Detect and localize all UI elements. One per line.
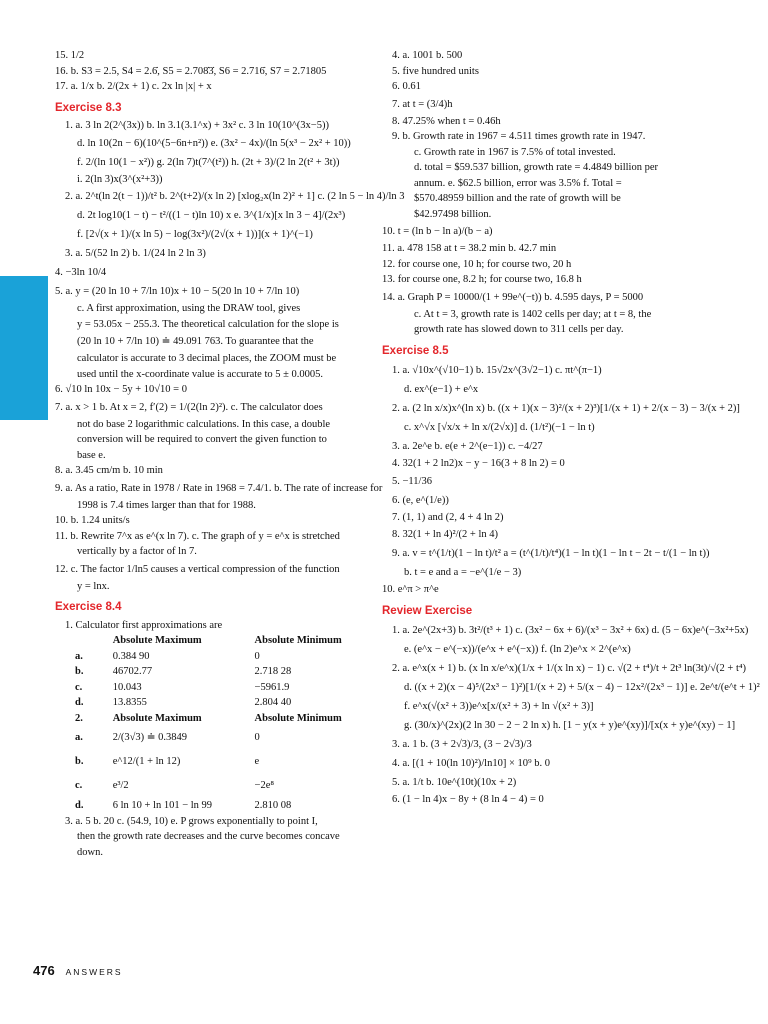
- answer-line: 1. Calculator first approximations are: [65, 619, 223, 631]
- answer-line: f. [2√(x + 1)/(x ln 5) − log(3x²)/(2√(x + 1))](x + 1)^(−1): [77, 229, 313, 240]
- table-header-row: [63, 633, 373, 649]
- table-cell: 2.810 08: [254, 800, 292, 811]
- right-column: [382, 48, 760, 808]
- answer-line: 4. 32(1 + 2 ln2)x − y − 16(3 + 8 ln 2) = 0: [392, 458, 565, 469]
- left-column: [55, 48, 405, 860]
- answer-line: annum. e. $62.5 billion, error was 3.5% f. Total =: [414, 177, 622, 189]
- table-cell: 10.043: [112, 681, 142, 693]
- extrema-table-1: [63, 633, 373, 814]
- answer-line: 7. a. x > 1 b. At x = 2, f′(2) = 1/(2(ln 2)²). c. The calculator does: [55, 401, 323, 413]
- column-header: Absolute Maximum: [112, 635, 202, 646]
- answer-line: 3. a. 1 b. (3 + 2√3)/3, (3 − 2√3)/3: [392, 739, 532, 750]
- page-number: 476: [33, 963, 55, 978]
- answer-line: 17. a. 1/x b. 2/(2x + 1) c. 2x ln |x| + x: [55, 81, 212, 92]
- answer-line: 6. 0.61: [392, 81, 421, 92]
- answer-line: 4. −3ln 10/4: [55, 267, 107, 278]
- answer-line: 1. a. √10x^(√10−1) b. 15√2x^(3√2−1) c. πt^(π−1): [392, 365, 602, 376]
- answer-line: (20 ln 10 + 7/ln 10) ≐ 49.091 763. To guarantee that the: [77, 336, 314, 347]
- answer-line: c. A first approximation, using the DRAW tool, gives: [77, 303, 301, 314]
- column-header: Absolute Minimum: [254, 635, 342, 646]
- table-cell: 0: [254, 732, 260, 744]
- section-heading: Exercise 8.5: [382, 344, 449, 357]
- table-cell: e³/2: [112, 780, 129, 792]
- table-row: [63, 774, 373, 798]
- answer-line: b. t = e and a = −e^(1/e − 3): [404, 567, 522, 578]
- answer-line: 10. b. 1.24 units/s: [55, 515, 130, 526]
- answer-line: 1. a. 2e^(2x+3) b. 3t²/(t³ + 1) c. (3x² − 6x + 6)/(x³ − 3x² + 6x) d. (5 − 6x)e^(−3x²+5x): [392, 625, 749, 636]
- answer-line: 5. five hundred units: [392, 65, 479, 77]
- answer-line: 3. a. 2e^e b. e(e + 2^(e−1)) c. −4/27: [392, 441, 543, 452]
- answer-line: 3. a. 5/(52 ln 2) b. 1/(24 ln 2 ln 3): [65, 248, 206, 259]
- answer-line: d. ln 10(2n − 6)(10^(5−6n+n²)) e. (3x² − 4x)/(ln 5(x³ − 2x² + 10)): [77, 137, 351, 149]
- answer-line: 8. 32(1 + ln 4)²/(2 + ln 4): [392, 529, 498, 540]
- answer-line: 12. for course one, 10 h; for course two, 20 h: [382, 258, 572, 270]
- answer-line: d. ex^(e−1) + e^x: [404, 384, 479, 395]
- answer-line: $570.48959 billion and the rate of growth will be: [414, 193, 621, 204]
- answer-line: 10. t = (ln b − ln a)/(b − a): [382, 226, 493, 237]
- table-cell: 46702.77: [112, 666, 153, 677]
- answer-line: 2. a. e^x(x + 1) b. (x ln x/e^x)(1/x + 1/(x ln x) − 1) c. √(2 + t⁴)/t + 2t³ ln(3t)/√(2 + t⁴): [392, 663, 747, 674]
- answer-line: then the growth rate decreases and the curve becomes concave: [77, 831, 340, 842]
- answer-line: 5. −11/36: [392, 475, 432, 487]
- answer-line: 3. a. 5 b. 20 c. (54.9, 10) e. P grows exponentially to point I,: [65, 815, 318, 827]
- table-cell: 2/(3√3) ≐ 0.3849: [112, 732, 188, 744]
- answer-line: 1998 is 7.4 times larger than that for 1988.: [77, 499, 256, 511]
- table-cell: −5961.9: [254, 681, 290, 693]
- answer-line: f. e^x(√(x² + 3))e^x[x/(x² + 3) + ln √(x² + 3)]: [404, 701, 594, 712]
- answer-line: 16. b. S3 = 2.5, S4 = 2.6̇, S5 = 2.708̇3̇, S6 = 2.716̇, S7 = 2.71805: [55, 65, 327, 77]
- section-heading: Exercise 8.4: [55, 601, 122, 613]
- row-label: d.: [75, 697, 84, 708]
- answer-line: 4. a. 1001 b. 500: [392, 50, 463, 61]
- table-cell: 13.8355: [112, 697, 147, 708]
- answer-line: y = 53.05x − 255.3. The theoretical calculation for the slope is: [77, 318, 339, 330]
- row-label: d.: [75, 800, 84, 811]
- answer-line: i. 2(ln 3)x(3^(x²+3)): [77, 173, 163, 185]
- table-row: [63, 798, 373, 814]
- answer-line: c. Growth rate in 1967 is 7.5% of total invested.: [414, 146, 616, 158]
- column-header: Absolute Minimum: [254, 712, 342, 724]
- table-cell: 0: [254, 650, 260, 662]
- answer-line: 12. c. The factor 1/ln5 causes a vertical compression of the function: [55, 563, 340, 575]
- table-cell: 2.804 40: [254, 697, 292, 708]
- table-row: [63, 695, 373, 711]
- answer-line: d. total = $59.537 billion, growth rate = 4.4849 billion per: [414, 162, 658, 173]
- answer-line: 6. (e, e^(1/e)): [392, 494, 449, 506]
- answer-line: used until the x-coordinate value is accurate to 5 ± 0.0005.: [77, 368, 324, 380]
- answer-line: 2. a. (2 ln x/x)x^(ln x) b. ((x + 1)(x − 3)²/(x + 2)³)[1/(x + 1) + 2/(x − 3) − 3/(x + 2)]: [392, 403, 740, 414]
- row-label: a.: [75, 732, 83, 744]
- table-row: [63, 664, 373, 680]
- table-header-row: [63, 711, 373, 727]
- section-label: ANSWERS: [65, 967, 123, 977]
- question-number: 2.: [75, 712, 83, 724]
- answer-line: d. ((x + 2)(x − 4)⁵/(2x³ − 1)²)[1/(x + 2) + 5/(x − 4) − 12x²/(2x³ − 1)] e. 2e^t/(e^t + 1)²: [404, 682, 760, 693]
- answer-line: base e.: [77, 449, 106, 461]
- answer-line: 8. 47.25% when t = 0.46h: [392, 115, 501, 127]
- table-cell: 0.384 90: [112, 650, 150, 662]
- row-label: b.: [75, 666, 84, 677]
- answer-line: 6. (1 − ln 4)x − 8y + (8 ln 4 − 4) = 0: [392, 794, 544, 805]
- answer-line: 13. for course one, 8.2 h; for course two, 16.8 h: [382, 274, 582, 285]
- column-header: Absolute Maximum: [112, 712, 202, 724]
- section-heading: Exercise 8.3: [55, 101, 122, 114]
- answer-line: calculator is accurate to 3 decimal places, the ZOOM must be: [77, 353, 337, 364]
- answer-line: 5. a. 1/t b. 10e^(10t)(10x + 2): [392, 777, 517, 788]
- table-row: [63, 680, 373, 696]
- answer-line: 11. a. 478 158 at t = 38.2 min b. 42.7 min: [382, 243, 557, 254]
- table-cell: e^12/(1 + ln 12): [112, 756, 181, 768]
- answer-line: 10. e^π > π^e: [382, 584, 439, 595]
- answer-line: c. x^√x [√x/x + ln x/(2√x)] d. (1/t²)(−1 − ln t): [404, 422, 595, 433]
- row-label: c.: [75, 780, 83, 792]
- answer-line: down.: [77, 846, 103, 858]
- answer-line: conversion will be required to convert the given function to: [77, 434, 327, 445]
- answer-line: c. At t = 3, growth rate is 1402 cells per day; at t = 8, the: [414, 308, 652, 320]
- answer-line: 6. √10 ln 10x − 5y + 10√10 = 0: [55, 384, 187, 395]
- table-row: [63, 649, 373, 665]
- table-row: [63, 750, 373, 774]
- side-tab: [0, 276, 48, 420]
- table-cell: e: [254, 756, 260, 768]
- answer-line: f. 2/(ln 10(1 − x²)) g. 2(ln 7)t(7^(t²)) h. (2t + 3)/(2 ln 2(t² + 3t)): [77, 156, 340, 168]
- page-footer: [33, 963, 123, 978]
- answer-line: y = lnx.: [77, 580, 110, 592]
- table-row: [63, 726, 373, 750]
- answer-line: 9. a. v = t^(1/t)(1 − ln t)/t² a = (t^(1/t)/t⁴)(1 − ln t)(1 − ln t − 2t − t/(1 − ln t)): [392, 548, 710, 559]
- table-cell: 2.718 28: [254, 666, 292, 677]
- answer-line: growth rate has slowed down to 311 cells per day.: [414, 324, 624, 335]
- answer-line: vertically by a factor of ln 7.: [77, 546, 197, 557]
- answer-line: 5. a. y = (20 ln 10 + 7/ln 10)x + 10 − 5(20 ln 10 + 7/ln 10): [55, 286, 300, 297]
- answer-line: not do base 2 logarithmic calculations. In this case, a double: [77, 418, 331, 430]
- answer-line: 2. a. 2^t(ln 2(t − 1))/t² b. 2^(t+2)/(x ln 2) [xlog₂x(ln 2)² + 1] c. (2 ln 5 − ln 4)/ln 3: [65, 191, 405, 202]
- row-label: b.: [75, 756, 84, 768]
- answer-line: e. (e^x − e^(−x))/(e^x + e^(−x)) f. (ln 2)e^x × 2^(e^x): [404, 644, 631, 655]
- table-cell: −2e⁸: [254, 780, 275, 792]
- answer-line: d. 2t log10(1 − t) − t²/((1 − t)ln 10) x e. 3^(1/x)[x ln 3 − 4]/(2x³): [77, 210, 346, 221]
- answer-line: 9. a. As a ratio, Rate in 1978 / Rate in 1968 = 7.4/1. b. The rate of increase for: [55, 482, 383, 494]
- row-label: c.: [75, 681, 83, 693]
- answer-line: 15. 1/2: [55, 50, 85, 61]
- answer-line: 9. b. Growth rate in 1967 = 4.511 times growth rate in 1947.: [392, 131, 646, 142]
- answer-line: $42.97498 billion.: [414, 208, 492, 220]
- table-cell: 6 ln 10 + ln 101 − ln 99: [112, 800, 213, 811]
- answer-line: 11. b. Rewrite 7^x as e^(x ln 7). c. The graph of y = e^x is stretched: [55, 530, 340, 542]
- section-heading: Review Exercise: [382, 604, 473, 617]
- answer-line: 8. a. 3.45 cm/m b. 10 min: [55, 465, 163, 476]
- answer-line: 7. at t = (3/4)h: [392, 98, 453, 110]
- answer-line: 1. a. 3 ln 2(2^(3x)) b. ln 3.1(3.1^x) + 3x² c. 3 ln 10(10^(3x−5)): [65, 120, 329, 131]
- answer-line: 7. (1, 1) and (2, 4 + 4 ln 2): [392, 511, 504, 523]
- answer-line: 4. a. [(1 + 10(ln 10)²)/ln10] × 10⁹ b. 0: [392, 758, 551, 769]
- answer-line: 14. a. Graph P = 10000/(1 + 99e^(−t)) b. 4.595 days, P = 5000: [382, 291, 644, 303]
- answer-line: g. (30/x)^(2x)(2 ln 30 − 2 − 2 ln x) h. [1 − y(x + y)e^(xy)]/[x(x + y)e^(xy) − 1]: [404, 720, 736, 731]
- row-label: a.: [75, 650, 83, 662]
